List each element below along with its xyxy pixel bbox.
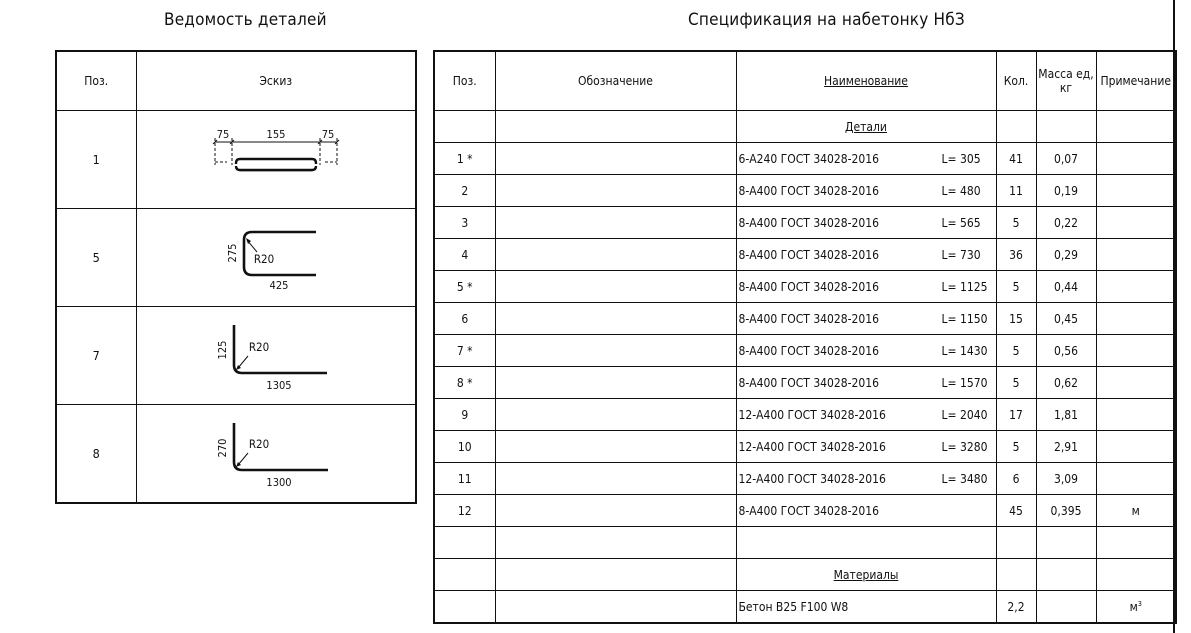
details-header-sketch: Эскиз xyxy=(136,51,416,111)
spec-name-text: 8-А400 ГОСТ 34028-2016 xyxy=(738,279,880,294)
spec-row xyxy=(434,303,1176,335)
sketch-bar-5 xyxy=(137,209,415,303)
empty-cell xyxy=(495,559,736,591)
sketch-bar-7 xyxy=(137,307,415,401)
spec-note xyxy=(1096,399,1176,431)
spec-qty: 17 xyxy=(996,399,1036,431)
spec-material-row xyxy=(434,591,1176,624)
spec-name-text: 12-А400 ГОСТ 34028-2016 xyxy=(738,471,886,486)
spec-designation xyxy=(495,143,736,175)
spec-qty: 5 xyxy=(996,335,1036,367)
spec-name-text: 8-А400 ГОСТ 34028-2016 xyxy=(738,503,880,518)
spec-mass: 0,07 xyxy=(1036,143,1096,175)
specification-table xyxy=(433,50,1177,624)
spec-pos: 12 xyxy=(434,495,495,527)
details-row xyxy=(56,405,416,504)
dim-5-radius: R20 xyxy=(253,252,274,266)
spec-name xyxy=(736,367,996,399)
spec-pos: 7 * xyxy=(434,335,495,367)
spec-note xyxy=(1096,143,1176,175)
dim-8-radius: R20 xyxy=(248,437,269,451)
spec-header-designation: Обозначение xyxy=(495,51,736,111)
spec-length: L= 1150 xyxy=(941,311,988,326)
empty-cell xyxy=(736,527,996,559)
spec-qty: 36 xyxy=(996,239,1036,271)
spec-row xyxy=(434,463,1176,495)
empty-cell xyxy=(996,559,1036,591)
spec-length: L= 730 xyxy=(941,247,981,262)
dim-5-length: 425 xyxy=(269,279,289,292)
spec-length: L= 1125 xyxy=(941,279,988,294)
spec-note xyxy=(1096,271,1176,303)
empty-cell xyxy=(1096,111,1176,143)
spec-note xyxy=(1096,431,1176,463)
spec-row xyxy=(434,175,1176,207)
material-note-unit: м xyxy=(1129,599,1138,614)
details-row xyxy=(56,111,416,209)
spec-mass: 0,29 xyxy=(1036,239,1096,271)
spec-name-text: 8-А400 ГОСТ 34028-2016 xyxy=(738,343,880,358)
spec-name-text: 12-А400 ГОСТ 34028-2016 xyxy=(738,407,886,422)
spec-name xyxy=(736,335,996,367)
spec-row xyxy=(434,495,1176,527)
dim-1-b: 155 xyxy=(266,128,286,141)
spec-qty: 5 xyxy=(996,207,1036,239)
spec-designation xyxy=(495,207,736,239)
spec-qty: 11 xyxy=(996,175,1036,207)
details-row xyxy=(56,209,416,307)
section-details-label: Детали xyxy=(736,111,996,143)
spec-length: L= 1570 xyxy=(941,375,988,390)
spec-length: L= 3480 xyxy=(941,471,988,486)
spec-note xyxy=(1096,367,1176,399)
sketch-bar-1 xyxy=(137,111,415,205)
spec-length: L= 3280 xyxy=(941,439,988,454)
dim-8-length: 1300 xyxy=(266,476,292,489)
spec-pos: 6 xyxy=(434,303,495,335)
spec-pos: 10 xyxy=(434,431,495,463)
spec-qty: 5 xyxy=(996,367,1036,399)
material-name: Бетон В25 F100 W8 xyxy=(736,591,996,624)
spec-name xyxy=(736,175,996,207)
empty-cell xyxy=(1036,111,1096,143)
spec-row xyxy=(434,207,1176,239)
details-header-row xyxy=(56,51,416,111)
spec-row xyxy=(434,239,1176,271)
spec-qty: 5 xyxy=(996,271,1036,303)
spec-designation xyxy=(495,399,736,431)
spec-mass: 1,81 xyxy=(1036,399,1096,431)
spec-name xyxy=(736,143,996,175)
spec-name xyxy=(736,495,996,527)
empty-cell xyxy=(434,591,495,624)
details-pos-cell: 8 xyxy=(56,405,136,504)
sketch-cell-5 xyxy=(136,209,416,307)
details-header-pos: Поз. xyxy=(56,51,136,111)
spec-note xyxy=(1096,207,1176,239)
spec-qty: 5 xyxy=(996,431,1036,463)
empty-cell xyxy=(996,527,1036,559)
spec-note xyxy=(1096,175,1176,207)
spec-name xyxy=(736,239,996,271)
spec-row xyxy=(434,399,1176,431)
empty-cell xyxy=(495,111,736,143)
spec-designation xyxy=(495,271,736,303)
dim-1-a: 75 xyxy=(216,128,230,141)
spec-pos: 1 * xyxy=(434,143,495,175)
empty-cell xyxy=(1096,559,1176,591)
spec-name-text: 8-А400 ГОСТ 34028-2016 xyxy=(738,183,880,198)
dim-7-radius: R20 xyxy=(248,340,269,354)
details-list-title: Ведомость деталей xyxy=(164,10,327,30)
spec-name xyxy=(736,463,996,495)
details-list-table xyxy=(55,50,417,504)
spec-pos: 2 xyxy=(434,175,495,207)
spec-designation xyxy=(495,303,736,335)
spec-header-qty: Кол. xyxy=(996,51,1036,111)
spec-header-note: Примечание xyxy=(1096,51,1176,111)
spec-designation xyxy=(495,175,736,207)
spec-row xyxy=(434,335,1176,367)
spec-name xyxy=(736,399,996,431)
spec-name-text: 8-А400 ГОСТ 34028-2016 xyxy=(738,375,880,390)
spec-qty: 41 xyxy=(996,143,1036,175)
material-note xyxy=(1096,591,1176,624)
spec-name xyxy=(736,207,996,239)
spec-row xyxy=(434,431,1176,463)
sketch-cell-8 xyxy=(136,405,416,504)
spec-mass: 3,09 xyxy=(1036,463,1096,495)
details-pos-cell: 1 xyxy=(56,111,136,209)
spec-name-text: 12-А400 ГОСТ 34028-2016 xyxy=(738,439,886,454)
spec-mass: 0,44 xyxy=(1036,271,1096,303)
spec-pos: 4 xyxy=(434,239,495,271)
spec-mass: 0,22 xyxy=(1036,207,1096,239)
spec-empty-row xyxy=(434,527,1176,559)
spec-row xyxy=(434,367,1176,399)
spec-designation xyxy=(495,239,736,271)
spec-qty: 45 xyxy=(996,495,1036,527)
dim-7-length: 1305 xyxy=(266,379,292,392)
spec-row xyxy=(434,143,1176,175)
spec-header-pos: Поз. xyxy=(434,51,495,111)
dim-8-height: 270 xyxy=(215,438,229,458)
spec-note: м xyxy=(1096,495,1176,527)
spec-designation xyxy=(495,495,736,527)
spec-name-text: 6-А240 ГОСТ 34028-2016 xyxy=(738,151,880,166)
empty-cell xyxy=(495,527,736,559)
dim-5-height: 275 xyxy=(225,243,239,263)
empty-cell xyxy=(434,527,495,559)
details-pos-cell: 5 xyxy=(56,209,136,307)
spec-note xyxy=(1096,303,1176,335)
empty-cell xyxy=(434,559,495,591)
empty-cell xyxy=(1036,559,1096,591)
empty-cell xyxy=(434,111,495,143)
spec-length: L= 565 xyxy=(941,215,981,230)
spec-designation xyxy=(495,335,736,367)
section-materials-label: Материалы xyxy=(736,559,996,591)
spec-name xyxy=(736,303,996,335)
sketch-bar-8 xyxy=(137,405,415,499)
spec-designation xyxy=(495,431,736,463)
spec-length: L= 1430 xyxy=(941,343,988,358)
spec-pos: 3 xyxy=(434,207,495,239)
spec-length: L= 305 xyxy=(941,151,981,166)
spec-designation xyxy=(495,463,736,495)
sketch-cell-7 xyxy=(136,307,416,405)
spec-name xyxy=(736,271,996,303)
spec-note xyxy=(1096,239,1176,271)
spec-length: L= 480 xyxy=(941,183,981,198)
spec-designation xyxy=(495,367,736,399)
spec-mass: 0,45 xyxy=(1036,303,1096,335)
specification-title: Спецификация на набетонку НбЗ xyxy=(688,10,965,30)
spec-mass: 0,19 xyxy=(1036,175,1096,207)
material-qty: 2,2 xyxy=(996,591,1036,624)
dim-7-height: 125 xyxy=(215,340,229,360)
spec-header-row xyxy=(434,51,1176,111)
empty-cell xyxy=(996,111,1036,143)
sketch-cell-1 xyxy=(136,111,416,209)
details-row xyxy=(56,307,416,405)
spec-mass: 0,62 xyxy=(1036,367,1096,399)
spec-row xyxy=(434,271,1176,303)
spec-name xyxy=(736,431,996,463)
spec-header-name: Наименование xyxy=(736,51,996,111)
material-note-sup: 3 xyxy=(1137,599,1142,608)
dim-1-c: 75 xyxy=(321,128,335,141)
spec-name-text: 8-А400 ГОСТ 34028-2016 xyxy=(738,247,880,262)
spec-mass: 0,395 xyxy=(1036,495,1096,527)
details-pos-cell: 7 xyxy=(56,307,136,405)
spec-mass: 0,56 xyxy=(1036,335,1096,367)
spec-mass: 2,91 xyxy=(1036,431,1096,463)
empty-cell xyxy=(1096,527,1176,559)
spec-name-text: 8-А400 ГОСТ 34028-2016 xyxy=(738,215,880,230)
empty-cell xyxy=(495,591,736,624)
spec-section-row xyxy=(434,559,1176,591)
empty-cell xyxy=(1036,591,1096,624)
spec-note xyxy=(1096,463,1176,495)
spec-pos: 9 xyxy=(434,399,495,431)
empty-cell xyxy=(1036,527,1096,559)
spec-note xyxy=(1096,335,1176,367)
spec-qty: 15 xyxy=(996,303,1036,335)
spec-name-text: 8-А400 ГОСТ 34028-2016 xyxy=(738,311,880,326)
spec-section-row xyxy=(434,111,1176,143)
spec-pos: 5 * xyxy=(434,271,495,303)
spec-pos: 8 * xyxy=(434,367,495,399)
spec-length: L= 2040 xyxy=(941,407,988,422)
spec-qty: 6 xyxy=(996,463,1036,495)
spec-header-mass: Масса ед, кг xyxy=(1036,51,1096,111)
spec-pos: 11 xyxy=(434,463,495,495)
